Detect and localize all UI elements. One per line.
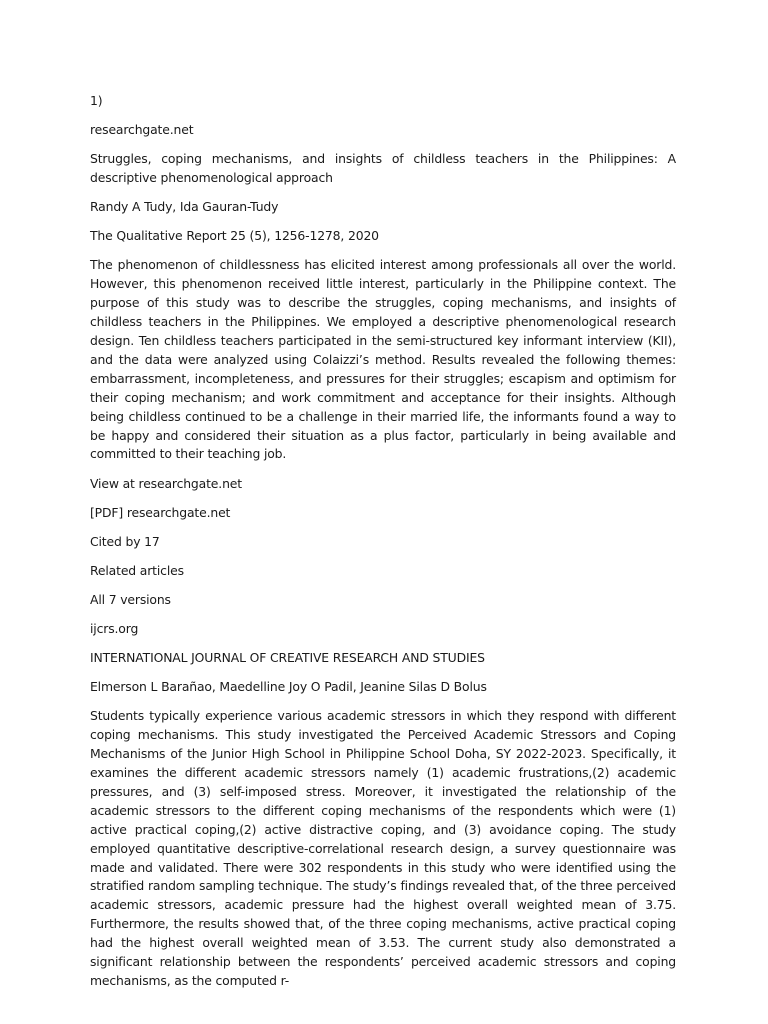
entry-authors: Elmerson L Barañao, Maedelline Joy O Padil, Jeanine Silas D Bolus <box>90 679 487 695</box>
entry-title: Struggles, coping mechanisms, and insights of childless teachers in the Philippines: A descriptive phenomenological approach <box>90 151 676 186</box>
all-versions: All 7 versions <box>90 591 171 607</box>
pdf-link: [PDF] researchgate.net <box>90 504 231 520</box>
entry-citation: The Qualitative Report 25 (5), 1256-1278, 2020 <box>90 228 379 244</box>
entry-abstract: The phenomenon of childlessness has elicited interest among professionals all over the world. However, this phenomenon received little interest, particularly in the Philippine context. The purpose of this study was to describe the struggles, coping mechanisms, and insights of childless teachers in the Philippines. We employed a descriptive phenomenological research design. Ten childless teachers participated in the semi-structured key informant interview (KII), and the data were analyzed using Colaizzi’s method. Results revealed the following themes: embarrassment, incompleteness, and pressures for their struggles; escapism and optimism for their coping mechanism; and work commitment and acceptance for their insights. Although being childless continued to be a challenge in their married life, the informants found a way to be happy and considered their situation as a plus factor, particularly in being available and committed to their teaching job. <box>90 257 676 462</box>
entry-authors: Randy A Tudy, Ida Gauran-Tudy <box>90 199 279 215</box>
entry-title: INTERNATIONAL JOURNAL OF CREATIVE RESEARCH AND STUDIES <box>90 650 485 666</box>
document-page <box>90 92 676 1001</box>
entry-abstract: Students typically experience various academic stressors in which they respond with different coping mechanisms. This study investigated the Perceived Academic Stressors and Coping Mechanisms of the Junior High School in Philippine School Doha, SY 2022-2023. Specifically, it examines the different academic stressors namely (1) academic frustrations,(2) academic pressures, and (3) self-imposed stress. Moreover, it investigated the relationship of the academic stressors to the different coping mechanisms of the respondents which were (1) active practical coping,(2) active distractive coping, and (3) avoidance coping. The study employed quantitative descriptive-correlational research design, a survey questionnaire was made and validated. There were 302 respondents in this study who were identified using the stratified random sampling technique. The study’s findings revealed that, of the three perceived academic stressors, academic pressure had the highest overall weighted mean of 3.75. Furthermore, the results showed that, of the three coping mechanisms, active practical coping had the highest overall weighted mean of 3.53. The current study also demonstrated a significant relationship between the respondents’ perceived academic stressors and coping mechanisms, as the computed r- <box>90 708 676 988</box>
entry-source: ijcrs.org <box>90 621 139 636</box>
cited-by: Cited by 17 <box>90 533 160 549</box>
entry-source: researchgate.net <box>90 122 194 138</box>
entry-number: 1) <box>90 93 103 108</box>
view-link: View at researchgate.net <box>90 475 242 491</box>
related-articles: Related articles <box>90 562 184 578</box>
